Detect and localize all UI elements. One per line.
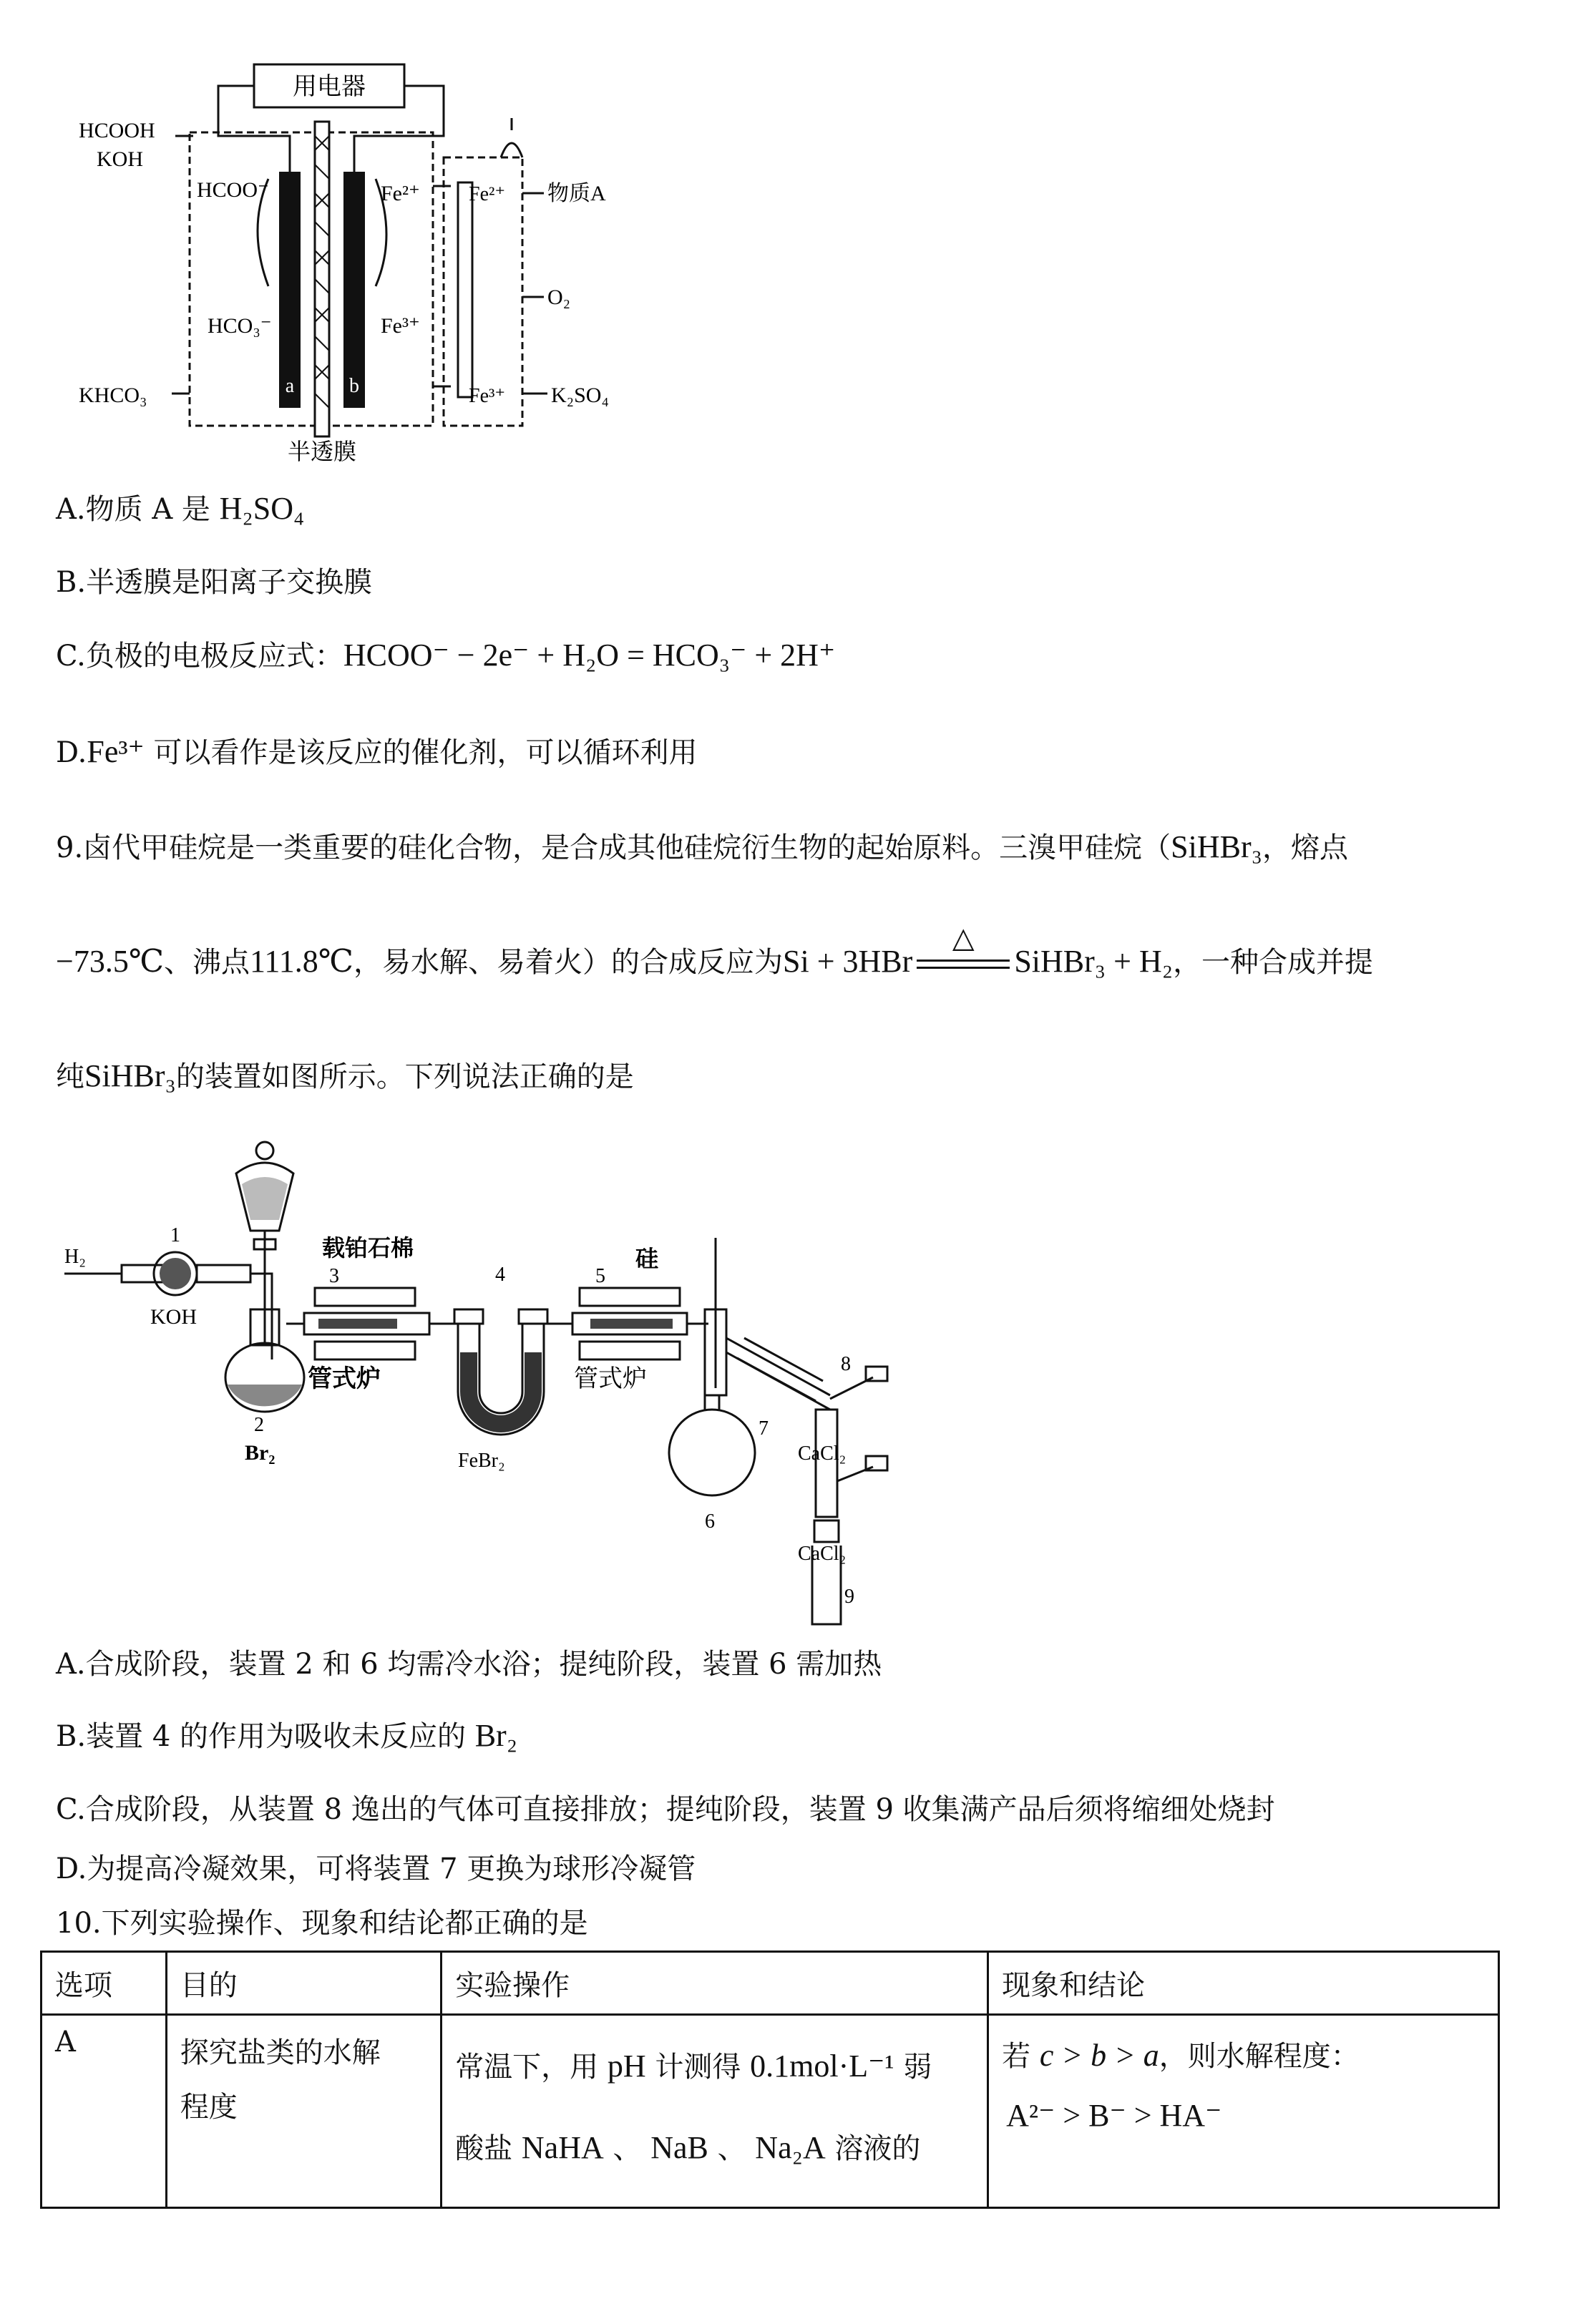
q10-stem: 10.下列实验操作、现象和结论都正确的是 [56, 1907, 588, 1940]
header-operation: 实验操作 [442, 1952, 988, 2015]
label-n2: 2 [254, 1414, 264, 1436]
label-n9: 9 [844, 1586, 854, 1608]
label-n6: 6 [705, 1510, 715, 1533]
label-n3: 3 [329, 1265, 339, 1287]
label-n8: 8 [841, 1353, 851, 1375]
q9-stem-line3: 纯SiHBr₃的装置如图所示。下列说法正确的是 [56, 1058, 634, 1093]
reaction-equals [917, 922, 1010, 975]
label-febr2: FeBr₂ [458, 1450, 505, 1472]
device-label: 用电器 [293, 74, 366, 100]
label-n4: 4 [495, 1264, 505, 1286]
input-o2: O₂ [547, 285, 571, 309]
q9-option-c: C.合成阶段，从装置 8 逸出的气体可直接排放；提纯阶段，装置 9 收集满产品后须将缩细处烧封 [56, 1793, 1275, 1826]
label-h2: H₂ [64, 1246, 86, 1268]
q9-option-b: B.装置 4 的作用为吸收未反应的 Br₂ [56, 1718, 518, 1753]
header-result: 现象和结论 [988, 1952, 1499, 2015]
reaction-condition: △ [952, 922, 975, 954]
cell-operation: 常温下，用 pH 计测得 0.1mol·L⁻¹ 弱 酸盐 NaHA 、 NaB 、 Na₂A 溶液的 [442, 2015, 988, 2208]
electrode-b: b [349, 375, 359, 397]
fe3-right: Fe³⁺ [469, 385, 506, 407]
q8-option-d: D.Fe³⁺ 可以看作是该反应的催化剂，可以循环利用 [56, 734, 698, 769]
table-row [42, 2015, 1499, 2208]
table-header-row [42, 1952, 1499, 2015]
fe2-right: Fe²⁺ [469, 183, 506, 205]
q9-stem-line2: −73.5℃、沸点111.8℃，易水解、易着火）的合成反应为Si + 3HBr △ SiHBr₃ + H₂，一种合成并提 [56, 922, 1374, 979]
outlet-khco3: KHCO₃ [79, 384, 147, 407]
apparatus-figure [57, 1131, 894, 1646]
label-br2: Br₂ [245, 1441, 275, 1465]
label-n5: 5 [595, 1265, 605, 1287]
ion-hcoo: HCOO⁻ [197, 178, 269, 202]
label-n1: 1 [170, 1224, 180, 1246]
q10-table [40, 1951, 1500, 2209]
label-furnace-left: 管式炉 [308, 1366, 381, 1392]
label-silicon: 硅 [635, 1246, 659, 1271]
output-k2so4: K₂SO₄ [551, 384, 609, 407]
header-option: 选项 [42, 1952, 167, 2015]
label-cacl2-top: CaCl₂ [798, 1442, 847, 1465]
ion-fe2-left: Fe²⁺ [381, 182, 420, 205]
q8-option-c: C.负极的电极反应式：HCOO⁻ − 2e⁻ + H₂O = HCO₃⁻ + 2H⁺ [56, 638, 836, 673]
q9-option-a: A.合成阶段，装置 2 和 6 均需冷水浴；提纯阶段，装置 6 需加热 [56, 1648, 882, 1681]
ion-hco3: HCO₃⁻ [208, 314, 272, 338]
header-purpose: 目的 [166, 1952, 441, 2015]
label-furnace-right: 管式炉 [574, 1366, 647, 1392]
electrode-a: a [285, 375, 295, 397]
label-asbestos: 载铂石棉 [322, 1235, 414, 1261]
cell-option: A [42, 2015, 167, 2208]
input-a: 物质A [547, 182, 606, 205]
q9-stem-line1: 9.卤代甲硅烷是一类重要的硅化合物，是合成其他硅烷衍生物的起始原料。三溴甲硅烷（SiHBr₃，熔点 [56, 829, 1348, 864]
q8-option-b: B.半透膜是阳离子交换膜 [56, 566, 373, 599]
q9-option-d: D.为提高冷凝效果，可将装置 7 更换为球形冷凝管 [56, 1852, 696, 1885]
inlet-hcooh: HCOOH [79, 119, 155, 142]
label-koh: KOH [150, 1305, 197, 1329]
label-cacl2-bottom: CaCl₂ [798, 1543, 847, 1565]
label-n7: 7 [759, 1417, 769, 1440]
q8-option-a: A.物质 A 是 H₂SO₄ [56, 491, 305, 526]
ion-fe3-left: Fe³⁺ [381, 314, 420, 338]
inlet-koh: KOH [97, 147, 143, 171]
cell-purpose: 探究盐类的水解 程度 [166, 2015, 441, 2208]
cell-result: 若 c > b > a，则水解程度： A²⁻ > B⁻ > HA⁻ [988, 2015, 1499, 2208]
fuel-cell-figure [72, 50, 644, 465]
membrane-label: 半透膜 [287, 439, 357, 464]
